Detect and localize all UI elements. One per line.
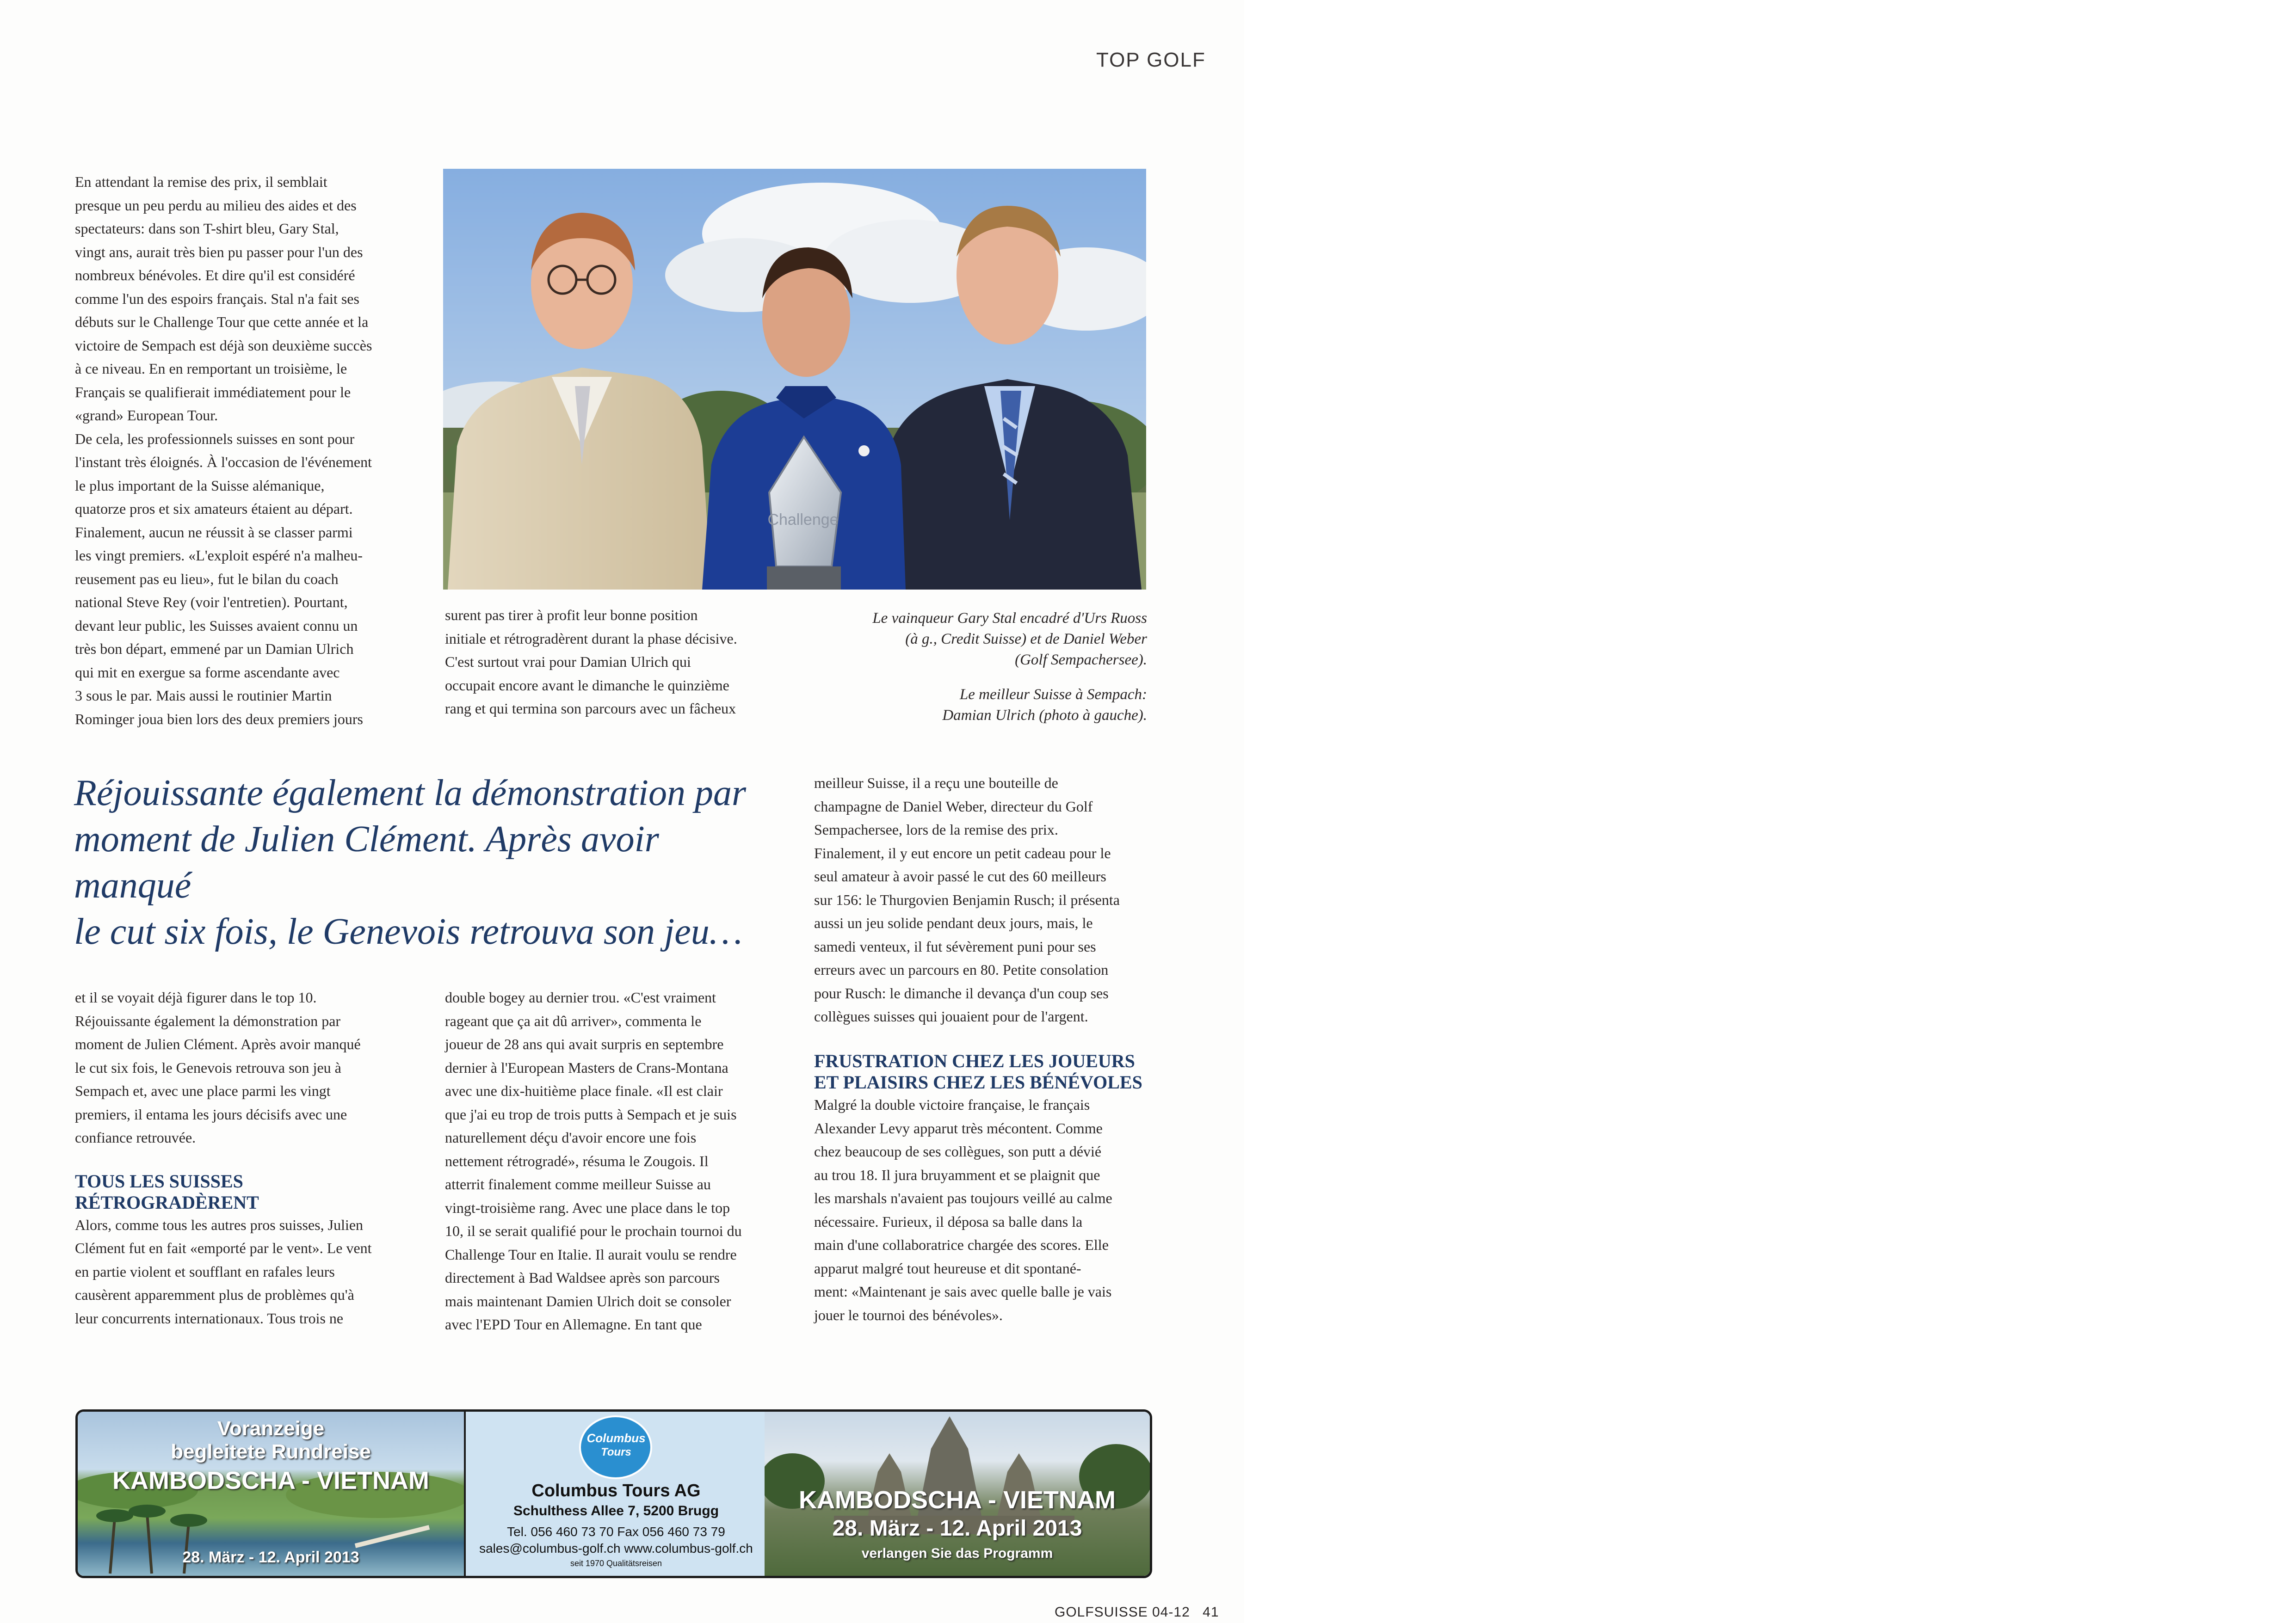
column-2-top-line: occupait encore avant le dimanche le quinzième <box>445 676 729 694</box>
column-3-bottom-line: ment: «Maintenant je sais avec quelle balle je vais <box>814 1283 1112 1300</box>
column-1-top-line: spectateurs: dans son T-shirt bleu, Gary Stal, <box>75 220 339 237</box>
ad-company: Columbus Tours AG <box>531 1481 701 1500</box>
column-1-top-line: vingt ans, aurait très bien pu passer pour l'un des <box>75 243 363 260</box>
ad-right-panel <box>765 1412 1150 1576</box>
column-3-top-line: champagne de Daniel Weber, directeur du Golf <box>814 798 1093 815</box>
magazine-issue: GOLFSUISSE 04-12 <box>1055 1605 1190 1620</box>
column-1-heading <box>75 1171 436 1213</box>
column-1-bottom-text-a-line: premiers, il entama les jours décisifs avec une <box>75 1106 347 1123</box>
column-1-top <box>75 170 436 731</box>
column-3-bottom-line: les marshals n'avaient pas toujours veillé au calme <box>814 1190 1112 1206</box>
column-3-top-line: Finalement, il y eut encore un petit cadeau pour le <box>814 844 1111 861</box>
pull-quote-line: moment de Julien Clément. Après avoir manqué <box>74 819 659 906</box>
column-1-bottom-text-a-line: moment de Julien Clément. Après avoir manqué <box>75 1036 361 1052</box>
column-1-top-line: Français se qualifierait immédiatement pour le <box>75 383 351 400</box>
photo-caption-winner-line: Le vainqueur Gary Stal encadré d'Urs Ruoss <box>872 610 1147 627</box>
column-1-bottom-text-b-line: Clément fut en fait «emporté par le vent». Le vent <box>75 1240 372 1256</box>
ad-contact: sales@columbus-golf.ch www.columbus-golf.ch <box>479 1541 753 1555</box>
column-3-top-line: pour Rusch: le dimanche il devança d'un coup ses <box>814 984 1109 1002</box>
column-2-bottom-line: nettement rétrogradé», résuma le Zougois. Il <box>445 1152 709 1169</box>
column-3-bottom-line: apparut malgré tout heureuse et dit spontané- <box>814 1260 1081 1277</box>
column-2-bottom-line: vingt-troisième rang. Avec une place dans le top <box>445 1199 730 1216</box>
column-3-top-line: seul amateur à avoir passé le cut des 60 meilleurs <box>814 868 1106 885</box>
column-1-bottom-text-a-line: le cut six fois, le Genevois retrouva son jeu à <box>75 1059 341 1076</box>
column-2-bottom-line: atterrit finalement comme meilleur Suisse au <box>445 1176 711 1193</box>
logo-text-tours: Tours <box>601 1446 631 1458</box>
page-footer <box>1055 1605 1219 1620</box>
column-3-top-line: collègues suisses qui jouaient pour de l'argent. <box>814 1008 1088 1025</box>
column-1-bottom-text-a-line: et il se voyait déjà figurer dans le top 10. <box>75 989 317 1006</box>
column-3-bottom-line: jouer le tournoi des bénévoles». <box>814 1306 1003 1323</box>
column-3-top-line: erreurs avec un parcours en 80. Petite consolation <box>814 961 1109 978</box>
ad-address: Schulthess Allee 7, 5200 Brugg <box>513 1503 719 1518</box>
column-2-bottom-line: naturellement déçu d'avoir encore une fois <box>445 1129 697 1146</box>
pull-quote-line: le cut six fois, le Genevois retrouva son jeu… <box>74 911 742 952</box>
ad-left-line1: Voranzeige <box>217 1417 325 1440</box>
pull-quote-line: Réjouissante également la démonstration par <box>74 773 747 813</box>
column-1-top-line: Finalement, aucun ne réussit à se classer parmi <box>75 523 353 541</box>
column-3-bottom-line: chez beaucoup de ses collègues, son putt a dévié <box>814 1143 1102 1160</box>
column-3-top-line: aussi un jeu solide pendant deux jours, mais, le <box>814 915 1093 931</box>
column-3-bottom-line: Alexander Levy apparut très mécontent. Comme <box>814 1119 1103 1137</box>
column-1-bottom-text-a <box>75 986 436 1150</box>
column-2-bottom-line: mais maintenant Damien Ulrich doit se consoler <box>445 1292 731 1309</box>
photo-caption-winner-line: (Golf Sempachersee). <box>1015 652 1147 668</box>
column-3-bottom-line: nécessaire. Furieux, il déposa sa balle dans la <box>814 1213 1083 1230</box>
column-1-top-line: De cela, les professionnels suisses en sont pour <box>75 430 355 447</box>
ad-right-title: KAMBODSCHA - VIETNAM <box>799 1486 1116 1514</box>
ad-since: seit 1970 Qualitätsreisen <box>570 1559 662 1568</box>
column-3-section <box>814 1051 1166 1327</box>
column-1-bottom <box>75 986 436 1330</box>
ad-right-cta: verlangen Sie das Programm <box>861 1546 1053 1561</box>
column-1-top-line: 3 sous le par. Mais aussi le routinier Martin <box>75 687 332 704</box>
column-2-bottom-line: Challenge Tour en Italie. Il aurait voulu se rendre <box>445 1246 737 1263</box>
column-1-bottom-text-a-line: Sempach et, avec une place parmi les vingt <box>75 1082 331 1099</box>
column-2-top-line: initiale et rétrogradèrent durant la phase décisive. <box>445 630 737 647</box>
column-2-bottom-line: 10, il se serait qualifié pour le prochain tournoi du <box>445 1223 742 1239</box>
ad-phone: Tel. 056 460 73 70 Fax 056 460 73 79 <box>507 1525 725 1539</box>
column-3-bottom-line: Malgré la double victoire française, le français <box>814 1096 1090 1113</box>
photo-caption-best-swiss <box>805 684 1147 726</box>
column-1-top-line: national Steve Rey (voir l'entretien). Pourtant, <box>75 594 348 610</box>
column-1-bottom-text-b-line: Alors, comme tous les autres pros suisses, Julien <box>75 1216 364 1233</box>
award-photo <box>443 169 1146 590</box>
column-2-bottom-line: que j'ai eu trop de trois putts à Sempach et je suis <box>445 1106 737 1123</box>
column-1-top-line: débuts sur le Challenge Tour que cette année et la <box>75 314 369 330</box>
column-1-top-line: En attendant la remise des prix, il semblait <box>75 173 327 190</box>
photo-caption-winner-line: (à g., Credit Suisse) et de Daniel Weber <box>905 631 1147 647</box>
photo-caption-best-swiss-line: Damian Ulrich (photo à gauche). <box>942 707 1147 724</box>
column-2-bottom-line: avec l'EPD Tour en Allemagne. En tant que <box>445 1316 702 1333</box>
column-3-bottom-line: main d'une collaboratrice chargée des scores. Elle <box>814 1236 1109 1253</box>
column-3-heading-line: FRUSTRATION CHEZ LES JOUEURS <box>814 1051 1135 1071</box>
column-1-top-line: nombreux bénévoles. Et dire qu'il est considéré <box>75 267 355 283</box>
column-1-bottom-text-b-line: causèrent apparemment plus de problèmes qu'à <box>75 1286 354 1303</box>
column-1-top-line: victoire de Sempach est déjà son deuxième succès <box>75 337 372 354</box>
column-1-bottom-text-b-line: en partie violent et soufflant en rafales leurs <box>75 1263 335 1280</box>
column-1-top-line: presque un peu perdu au milieu des aides et des <box>75 197 357 214</box>
column-1-heading-line: TOUS LES SUISSES <box>75 1170 243 1192</box>
column-2-bottom-line: double bogey au dernier trou. «C'est vraiment <box>445 989 716 1006</box>
column-1-top-line: «grand» European Tour. <box>75 407 218 424</box>
column-2-bottom-line: avec une dix-huitième place finale. «Il est clair <box>445 1082 723 1099</box>
column-1-top-line: le plus important de la Suisse alémanique, <box>75 477 325 494</box>
column-2-top-line: surent pas tirer à profit leur bonne position <box>445 607 698 623</box>
column-2-top <box>445 603 796 720</box>
section-header: TOP GOLF <box>1096 49 1206 71</box>
column-2-bottom-line: joueur de 28 ans qui avait surpris en septembre <box>445 1036 724 1052</box>
column-1-bottom-text-b <box>75 1213 436 1330</box>
logo-text-columbus: Columbus <box>586 1431 646 1445</box>
column-3-top-line: samedi venteux, il fut sévèrement puni pour ses <box>814 938 1096 955</box>
column-3-top-line: sur 156: le Thurgovien Benjamin Rusch; il présenta <box>814 891 1120 908</box>
column-1-top-line: l'instant très éloignés. À l'occasion de l'événement <box>75 454 372 470</box>
column-1-top-line: à ce niveau. En en remportant un troisième, le <box>75 360 347 377</box>
ad-left-dates: 28. März - 12. April 2013 <box>182 1549 359 1566</box>
column-3-bottom <box>814 1093 1166 1327</box>
column-2-bottom-line: dernier à l'European Masters de Crans-Montana <box>445 1059 728 1076</box>
column-1-bottom-text-a-line: confiance retrouvée. <box>75 1129 196 1146</box>
ad-middle-panel <box>464 1412 768 1576</box>
column-2-bottom <box>445 986 796 1336</box>
award-photo-image <box>443 169 1146 590</box>
column-1-top-line: quatorze pros et six amateurs étaient au départ. <box>75 500 353 517</box>
column-1-top-line: comme l'un des espoirs français. Stal n'a fait ses <box>75 290 359 307</box>
column-3-top <box>814 771 1166 1028</box>
column-1-top-line: devant leur public, les Suisses avaient connu un <box>75 617 358 634</box>
trophy-label: Challenge <box>767 511 839 529</box>
ad-right-dates: 28. März - 12. April 2013 <box>832 1516 1082 1541</box>
column-2-top-line: C'est surtout vrai pour Damian Ulrich qui <box>445 653 691 670</box>
column-3-top-line: meilleur Suisse, il a reçu une bouteille de <box>814 775 1058 791</box>
column-1-top-line: reusement pas eu lieu», fut le bilan du coach <box>75 570 339 587</box>
photo-caption-best-swiss-line: Le meilleur Suisse à Sempach: <box>959 686 1147 703</box>
ad-left-line2: begleitete Rundreise <box>171 1440 371 1463</box>
column-1-bottom-text-a-line: Réjouissante également la démonstration par <box>75 1012 341 1029</box>
column-1-top-line: très bon départ, emmené par un Damian Ulrich <box>75 640 354 657</box>
column-2-top-line: rang et qui termina son parcours avec un fâcheux <box>445 700 736 717</box>
pull-quote <box>74 770 749 955</box>
travel-advertisement <box>75 1409 1152 1578</box>
column-1-top-line: les vingt premiers. «L'exploit espéré n'a malheu- <box>75 547 363 564</box>
ad-left-panel <box>78 1412 464 1576</box>
column-1-heading-line: RÉTROGRADÈRENT <box>75 1192 259 1213</box>
ad-left-line3: KAMBODSCHA - VIETNAM <box>112 1467 429 1494</box>
photo-caption-winner <box>805 608 1147 670</box>
column-3-heading <box>814 1051 1166 1093</box>
column-3-bottom-line: au trou 18. Il jura bruyamment et se plaignit que <box>814 1166 1100 1183</box>
column-1-bottom-text-b-line: leur concurrents internationaux. Tous trois ne <box>75 1309 344 1327</box>
column-2-bottom-line: directement à Bad Waldsee après son parcours <box>445 1269 720 1286</box>
column-2-bottom-line: rageant que ça ait dû arriver», commenta le <box>445 1012 702 1029</box>
page-number: 41 <box>1203 1605 1219 1620</box>
column-3-heading-line: ET PLAISIRS CHEZ LES BÉNÉVOLES <box>814 1072 1142 1093</box>
column-3-top-line: Sempachersee, lors de la remise des prix. <box>814 821 1058 838</box>
column-1-top-line: qui mit en exergue sa forme ascendante avec <box>75 664 340 681</box>
column-1-top-line: Rominger joua bien lors des deux premiers jours <box>75 710 363 727</box>
